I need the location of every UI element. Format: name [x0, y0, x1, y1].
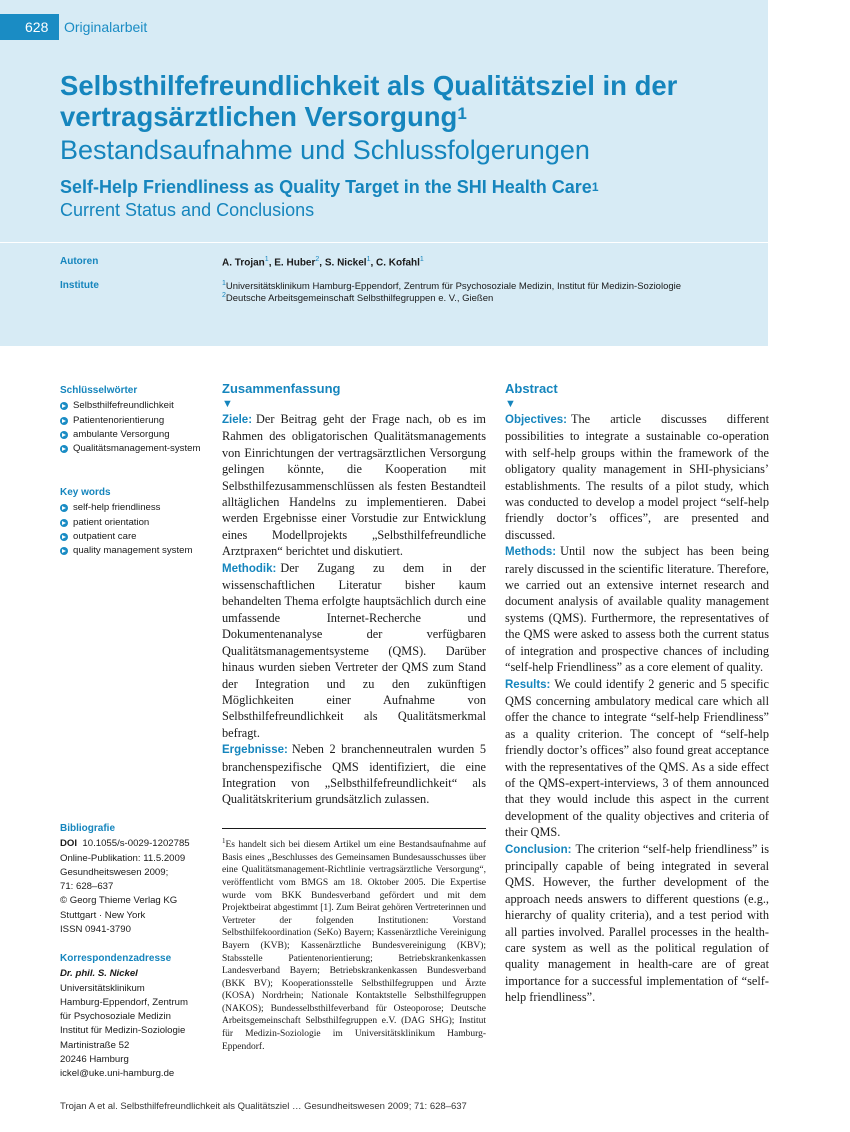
page-footer-citation: Trojan A et al. Selbsthilfefreundlichkeit als Qualitätsziel … Gesundheitswesen 2009; 71: 628–637 — [60, 1101, 467, 1112]
article-subtitle: Bestandsaufnahme und Schlussfolgerungen — [60, 135, 590, 165]
keywords-de-heading: Schlüsselwörter — [60, 385, 138, 396]
bib-line: 71: 628–637 — [60, 881, 114, 893]
bibliography — [60, 822, 210, 937]
keyword-text: outpatient care — [73, 530, 137, 542]
section-text: Neben 2 branchenneutralen wurden 5 branchenspezifische QMS identifiziert, die eine Integration von „Selbsthilfefreundlichkeit“ als Qualitätskriterium grundsätzlich zulassen. — [222, 742, 486, 806]
bib-line: Stuttgart · New York — [60, 909, 146, 921]
keyword-item — [60, 399, 210, 413]
article-title-text: Selbsthilfefreundlichkeit als Qualitätsziel in der vertragsärztlichen Versorgung — [60, 70, 678, 132]
english-title — [60, 175, 599, 199]
correspondence — [60, 952, 210, 1082]
keyword-text: patient orientation — [73, 516, 150, 528]
abstract-section — [222, 560, 486, 741]
author-name: E. Huber — [274, 257, 316, 269]
abstract-section — [222, 741, 486, 806]
bullet-arrow-icon — [60, 431, 68, 439]
email-link[interactable]: ickel@uke.uni-hamburg.de — [60, 1068, 175, 1080]
correspondence-name: Dr. phil. S. Nickel — [60, 968, 138, 980]
keyword-text: self-help friendliness — [73, 502, 161, 514]
bullet-arrow-icon — [60, 402, 68, 410]
author-affiliation: 1 — [264, 256, 269, 263]
institute-text: Universitätsklinikum Hamburg-Eppendorf, Zentrum für Psychosoziale Medizin, Institut für Medizin-Soziologie — [225, 281, 682, 293]
keywords-en — [60, 486, 210, 558]
correspondence-heading: Korrespondenzadresse — [60, 953, 172, 964]
title-footnote-marker[interactable]: 1 — [457, 104, 467, 123]
section-label: Objectives: — [505, 414, 567, 426]
address-line: Universitätsklinikum — [60, 982, 145, 994]
keywords-en-heading: Key words — [60, 487, 111, 498]
section-text: The article discusses different possibilities to integrate a sustainable co-operation with self-help groups within the framework of the obligatory quality management in SHI-physicians’ establishments. The results of a pilot study, which was conducted to develop a model project “self-help friendly doctor’s offices”, are presented and discussed. — [505, 412, 769, 542]
keyword-item — [60, 516, 210, 530]
author-affiliation: 2 — [315, 256, 320, 263]
section-label: Results: — [505, 678, 551, 691]
section-text: Until now the subject has been being rarely discussed in the scientific literature. Therefore, we carried out an extensive internet research and document analysis of available quality management systems (QMS). Furthermore, the representatives of the QMS were asked to assess both the current status of integration and prospective chances of including “self-help Friendliness” as a core element of quality. — [505, 544, 769, 675]
article-title — [60, 70, 750, 132]
bib-line: © Georg Thieme Verlag KG — [60, 895, 178, 907]
address-line: Martinistraße 52 — [60, 1039, 130, 1051]
section-label: Ergebnisse: — [222, 744, 288, 757]
keywords-en-list — [60, 501, 210, 558]
keyword-text: ambulante Versorgung — [73, 428, 170, 440]
keyword-item — [60, 530, 210, 544]
abstract-section — [222, 411, 486, 560]
institute-marker: 1 — [222, 280, 226, 287]
abstract-section — [505, 411, 769, 543]
abstract-de-heading: Zusammenfassung — [222, 381, 341, 396]
institute-text: Deutsche Arbeitsgemeinschaft Selbsthilfegruppen e. V., Gießen — [225, 293, 494, 305]
institute-2 — [222, 292, 493, 304]
down-arrow-icon: ▼ — [222, 398, 233, 410]
keyword-item — [60, 501, 210, 515]
footnote — [222, 828, 486, 1053]
address-line: 20246 Hamburg — [60, 1054, 129, 1066]
footnote-text: Es handelt sich bei diesem Artikel um eine Bestandsaufnahme auf Basis eines „Beschlusses des Gemeinsamen Bundesausschusses über eine Qualitätsmanagement-Richtlinie vertragsärztliche Versorgung“, veröffentlicht vom BMGS am 18. Oktober 2005. Die Expertise wurde vom BKK Bundesverband gefördert und mit dem Projektbeirat abgestimmt [1]. Zum Beirat gehören Vertreterinnen und Vertreter der folgenden Institutionen: Vorstand Selbsthilfekoordination (SeKo) Bayern; Kassenärztliche Vereinigung Bayern (KVB); Kassenärztliche Bundesvereinigung (KBV); Stabsstelle Patientenorientierung; Betriebskrankenkassen Landesverband Bayern; Betriebskrankenkassen Bundesverband (BKK BV); Kooperationsstelle Selbsthilfegruppen und Ärzte (KOSA) Nordrhein; Nationale Kontaktstelle Selbsthilfegruppen (NAKOS); Bundesselbsthilfeverband für Osteoporose; Deutsche Arbeitsgemeinschaft Selbsthilfegruppen e.V. (DAG SHG); Institut für Medizin-Soziologie im Universitätsklinikum Hamburg-Eppendorf. — [222, 840, 486, 1052]
bullet-arrow-icon — [60, 519, 68, 527]
section-label: Ziele: — [222, 414, 253, 426]
keyword-item — [60, 428, 210, 442]
keywords-de — [60, 384, 210, 456]
section-label: Conclusion: — [505, 843, 572, 856]
keyword-item — [60, 442, 210, 456]
section-text: We could identify 2 generic and 5 specific QMS concerning ambulatory medical care which all offer the chance to integrate “self-help Friendliness” as a quality criterion. The concept of “self-help friendly doctor’s offices” also found great acceptance with the representatives of the QMS. As a side effect of the QMS-expert-interviews, 3 of them announced that they would include this aspect in the current development of the quality objectives and criteria of their QMS. — [505, 676, 769, 840]
bib-line: ISSN 0941-3790 — [60, 924, 131, 936]
footnote-marker: 1 — [222, 837, 226, 845]
author-list — [222, 256, 424, 268]
section-text: Der Zugang zu dem in der wissenschaftlichen Literatur bisher kaum behandelten Thema erfolgte hauptsächlich durch eine umfassende Internet-Recherche und Dokumentenanalyse der verfügbaren Qualitätsmanagementsysteme (QMS). Darüber hinaus wurden sieben Vertreter der QMS zum Stand der Integration und zu den zukünftigen Möglichkeiten einer Aufnahme von Selbsthilfefreundlichkeit als Qualitätsmerkmal befragt. — [222, 560, 486, 740]
english-title-text: Self-Help Friendliness as Quality Target in the SHI Health Care — [60, 177, 592, 197]
keyword-item — [60, 414, 210, 428]
keyword-text: Qualitätsmanagement-system — [73, 443, 201, 455]
institute-1 — [222, 280, 681, 292]
authors-label: Autoren — [60, 256, 99, 267]
author-separator: , — [268, 257, 275, 269]
page-number: 628 — [0, 14, 59, 40]
author-separator: , — [319, 257, 325, 269]
section-label: Methodik: — [222, 562, 277, 575]
bullet-arrow-icon — [60, 445, 68, 453]
keyword-item — [60, 544, 210, 558]
down-arrow-icon: ▼ — [505, 398, 516, 410]
keyword-text: Selbsthilfefreundlichkeit — [73, 400, 174, 412]
bib-line: Gesundheitswesen 2009; — [60, 866, 169, 878]
bibliography-heading: Bibliografie — [60, 823, 116, 834]
author-affiliation: 1 — [366, 256, 371, 263]
author-affiliation: 1 — [419, 256, 424, 263]
doi-link[interactable]: 10.1055/s-0029-1202785 — [82, 838, 190, 850]
institutes-label: Institute — [60, 280, 99, 291]
address-line: Hamburg-Eppendorf, Zentrum — [60, 996, 188, 1008]
keyword-text: quality management system — [73, 545, 193, 557]
section-label: Methods: — [505, 546, 557, 559]
abstract-section — [505, 676, 769, 841]
band-divider — [0, 242, 768, 243]
author-name: S. Nickel — [324, 257, 367, 269]
section-text: The criterion “self-help friendliness” is principally capable of being integrated in several QMS. However, the further development of the approach needs answers to different questions (e.g., hierarchy of quality criteria), and a test period with all parties involved. Parallel processes in the health-care system as well as the political regulation of quality management in health-care are of great importance for a successful implementation of “self-help friendliness”. — [505, 841, 769, 1005]
bib-line: Online-Publikation: 11.5.2009 — [60, 852, 186, 864]
author-separator: , — [370, 257, 377, 269]
section-label: Originalarbeit — [64, 19, 148, 35]
abstract-section — [505, 543, 769, 675]
abstract-de — [222, 381, 486, 806]
bullet-arrow-icon — [60, 417, 68, 425]
english-subtitle: Current Status and Conclusions — [60, 200, 315, 220]
abstract-section — [505, 841, 769, 1006]
institute-marker: 2 — [222, 292, 226, 299]
bullet-arrow-icon — [60, 504, 68, 512]
author-name: A. Trojan — [222, 257, 265, 269]
english-title-footnote-marker[interactable]: 1 — [591, 180, 599, 194]
doi-label: DOI — [60, 838, 78, 850]
bullet-arrow-icon — [60, 547, 68, 555]
bullet-arrow-icon — [60, 533, 68, 541]
abstract-en — [505, 381, 769, 1006]
section-text: Der Beitrag geht der Frage nach, ob es im Rahmen des obligatorischen Qualitätsmanagements von Einrichtungen der vertragsärztlichen Versorgung gelingen könnte, die Kooperation mit Selbsthilfezusammenschlüssen als festen Bestandteil alltäglichen Handelns zu implementieren. Dabei werden Ergebnisse einer Vorstudie zur Entwicklung eines Modellprojekts „Selbsthilfefreundliche Arztpraxen“ berichtet und diskutiert. — [222, 412, 486, 559]
address-line: Institut für Medizin-Soziologie — [60, 1025, 186, 1037]
abstract-en-heading: Abstract — [505, 381, 558, 396]
doi-line — [60, 837, 210, 851]
keywords-de-list — [60, 399, 210, 456]
author-name: C. Kofahl — [376, 257, 420, 269]
keyword-text: Patientenorientierung — [73, 414, 165, 426]
address-line: für Psychosoziale Medizin — [60, 1011, 171, 1023]
